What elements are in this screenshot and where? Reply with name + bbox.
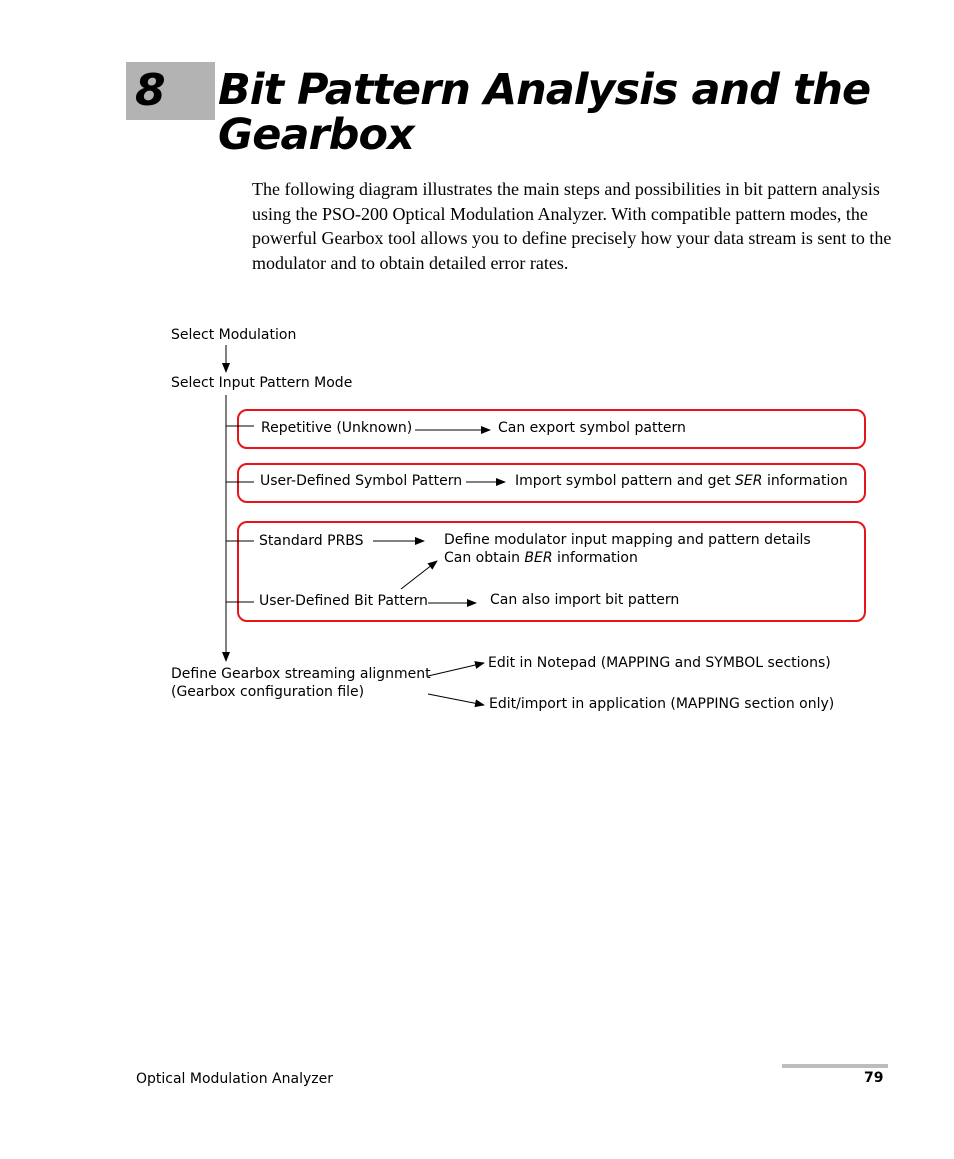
chapter-number: 8 [135, 65, 166, 116]
footer-rule [782, 1064, 888, 1068]
label-edit-import: Edit/import in application (MAPPING section only) [489, 696, 835, 712]
label-user-defined-bit: User-Defined Bit Pattern [259, 593, 428, 609]
label-gearbox-config-file: (Gearbox configuration file) [171, 684, 365, 700]
label-define-gearbox: Define Gearbox streaming alignment [171, 666, 431, 682]
label-can-import-bit: Can also import bit pattern [490, 592, 680, 608]
page-number: 79 [864, 1070, 884, 1086]
arrow-gearbox-application [428, 694, 484, 705]
footer-product-name: Optical Modulation Analyzer [136, 1071, 333, 1087]
label-user-defined-symbol: User-Defined Symbol Pattern [260, 473, 463, 489]
label-repetitive: Repetitive (Unknown) [261, 420, 413, 436]
label-standard-prbs: Standard PRBS [259, 533, 364, 549]
label-select-modulation: Select Modulation [171, 327, 297, 343]
label-can-obtain-ber: Can obtain BER information [444, 550, 638, 566]
intro-paragraph: The following diagram illustrates the main steps and possibilities in bit pattern analysis using the PSO-200 Optical Modulation Analyzer. With compatible pattern modes, the powerful Gearbox tool allows you to define precisely how your data stream is sent to the modulator and to obtain detailed error rates. [252, 179, 892, 273]
arrow-bit-define [401, 561, 437, 589]
label-define-mapping: Define modulator input mapping and pattern details [444, 532, 811, 548]
label-select-input-pattern-mode: Select Input Pattern Mode [171, 375, 353, 391]
label-import-symbol: Import symbol pattern and get SER information [515, 473, 848, 489]
label-edit-notepad: Edit in Notepad (MAPPING and SYMBOL sections) [488, 655, 831, 671]
chapter-title: Bit Pattern Analysis and the Gearbox [218, 65, 871, 160]
arrow-gearbox-notepad [428, 663, 484, 676]
label-can-export: Can export symbol pattern [498, 420, 686, 436]
